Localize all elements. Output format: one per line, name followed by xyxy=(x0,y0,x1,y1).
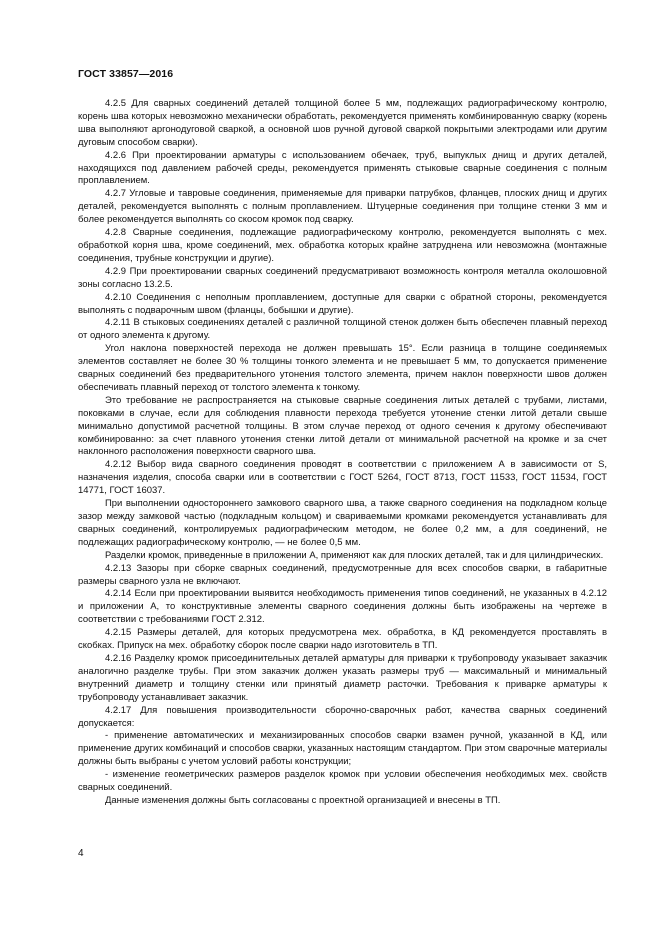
paragraph-4-2-7: 4.2.7 Угловые и тавровые соединения, применяемые для приварки патрубков, фланцев, плоских днищ и других деталей, рекомендуется выполнять с полным проплавлением. Штуцерные соединения при толщине стенки 3 мм и более рекомендуется выполнять со скосом кромок под сварку. xyxy=(78,188,607,226)
paragraph-4-2-6: 4.2.6 При проектировании арматуры с использованием обечаек, труб, выпуклых днищ и других деталей, находящихся под давлением рабочей среды, рекомендуется применять стыковые сварные соединения с полным проплавлением. xyxy=(78,149,607,187)
paragraph-approval: Данные изменения должны быть согласованы с проектной организацией и внесены в ТП. xyxy=(105,794,501,806)
list-item-automatic-welding: - применение автоматических и механизированных способов сварки взамен ручной, указанной в КД, или применение других комбинаций и способов сварки, указанных настоящим стандартом. При этом сварочные материалы должны быть выбраны с учетом условий работы конструкции; xyxy=(78,730,607,768)
paragraph-4-2-14: 4.2.14 Если при проектировании выявится необходимость применения типов соединений, не указанных в 4.2.12 и приложении А, то конструктивные элементы сварного соединения должны быть изображены на чертеже в соответствии с требованиями ГОСТ 2.312. xyxy=(78,588,607,626)
paragraph-transition-angle: Угол наклона поверхностей перехода не должен превышать 15°. Если разница в толщине соединяемых элементов составляет не более 30 % толщины тонкого элемента и не превышает 5 мм, то допускается применение сварных соединений без предварительного утонения толстого элемента, причем наклон поверхности швов должен обеспечивать плавный переход от толстого элемента к тонкому. xyxy=(78,343,607,393)
paragraph-4-2-5: 4.2.5 Для сварных соединений деталей толщиной более 5 мм, подлежащих радиографическому контролю, корень шва которых невозможно механически обработать, рекомендуется применять комбинированную сварку (корень шва выполняют аргонодуговой сваркой, а основной шов ручной дуговой сваркой покрытыми электродами или другим дуговым способом сварки). xyxy=(78,98,607,148)
paragraph-4-2-9: 4.2.9 При проектировании сварных соединений предусматривают возможность контроля металла околошовной зоны согласно 13.2.5. xyxy=(78,265,607,290)
list-item-geometry-change: - изменение геометрических размеров разделок кромок при условии обеспечения необходимых мех. свойств сварных соединений. xyxy=(78,769,607,794)
paragraph-4-2-8: 4.2.8 Сварные соединения, подлежащие радиографическому контролю, рекомендуется выполнять с мех. обработкой корня шва, кроме соединений, мех. обработка которых крайне затруднена или невозможна (монтажные соединения, трубные конструкции и другие). xyxy=(78,227,607,264)
paragraph-cast-parts-exception: Это требование не распространяется на стыковые сварные соединения литых деталей с трубами, листами, поковками в случае, если для соблюдения плавности перехода требуется утонение стенки литой детали свыше минимально допустимой расчетной толщины. В этом случае переход от одного сечения к другому обеспечивают комбинированно: за счет плавного утонения стенки литой детали от минимальной расчетной на кромке и за счет наклонного расположения поверхности сварного шва. xyxy=(78,394,607,458)
paragraph-4-2-10: 4.2.10 Соединения с неполным проплавлением, доступные для сварки с обратной стороны, рекомендуется выполнять с подварочным швом (фланцы, бобышки и другие). xyxy=(78,291,607,316)
paragraph-4-2-15: 4.2.15 Размеры деталей, для которых предусмотрена мех. обработка, в КД рекомендуется проставлять в скобках. Припуск на мех. обработку сборок после сварки надо изготовитель в ТП. xyxy=(78,627,607,652)
paragraph-4-2-11: 4.2.11 В стыковых соединениях деталей с различной толщиной стенок должен быть обеспечен плавный переход от одного элемента к другому. xyxy=(78,317,607,342)
paragraph-4-2-13: 4.2.13 Зазоры при сборке сварных соединений, предусмотренные для всех способов сварки, в габаритные размеры сварного узла не включают. xyxy=(78,562,607,587)
paragraph-lock-seam-gap: При выполнении одностороннего замкового сварного шва, а также сварного соединения на подкладном кольце зазор между замковой частью (подкладным кольцом) и свариваемыми кромками рекомендуется устанавливать для сварных соединений, контролируемых радиографическим методом, не более 0,2 мм, а для соединений, не подлежащих радиографическому контролю, — не более 0,5 мм. xyxy=(78,498,607,548)
paragraph-edge-preparation: Разделки кромок, приведенные в приложении А, применяют как для плоских деталей, так и для цилиндрических. xyxy=(105,549,604,561)
paragraph-4-2-16: 4.2.16 Разделку кромок присоединительных деталей арматуры для приварки к трубопроводу указывает заказчик аналогично разделке трубы. При этом заказчик должен указать размеры труб — максимальный и минимальный внутренний диаметр и толщину стенки или принятый диаметр расточки. Требования к приварке арматуры к трубопроводу устанавливает заказчик. xyxy=(78,652,607,703)
page-number: 4 xyxy=(78,848,84,859)
document-body xyxy=(78,98,607,808)
document-header: ГОСТ 33857—2016 xyxy=(78,68,174,80)
paragraph-4-2-17: 4.2.17 Для повышения производительности сборочно-сварочных работ, качества сварных соединений допускается: xyxy=(78,704,607,729)
paragraph-4-2-12: 4.2.12 Выбор вида сварного соединения проводят в соответствии с приложением А в зависимости от S, назначения изделия, способа сварки или в соответствии с ГОСТ 5264, ГОСТ 8713, ГОСТ 11533, ГОСТ 11534, ГОСТ 14771, ГОСТ 16037. xyxy=(78,459,607,497)
